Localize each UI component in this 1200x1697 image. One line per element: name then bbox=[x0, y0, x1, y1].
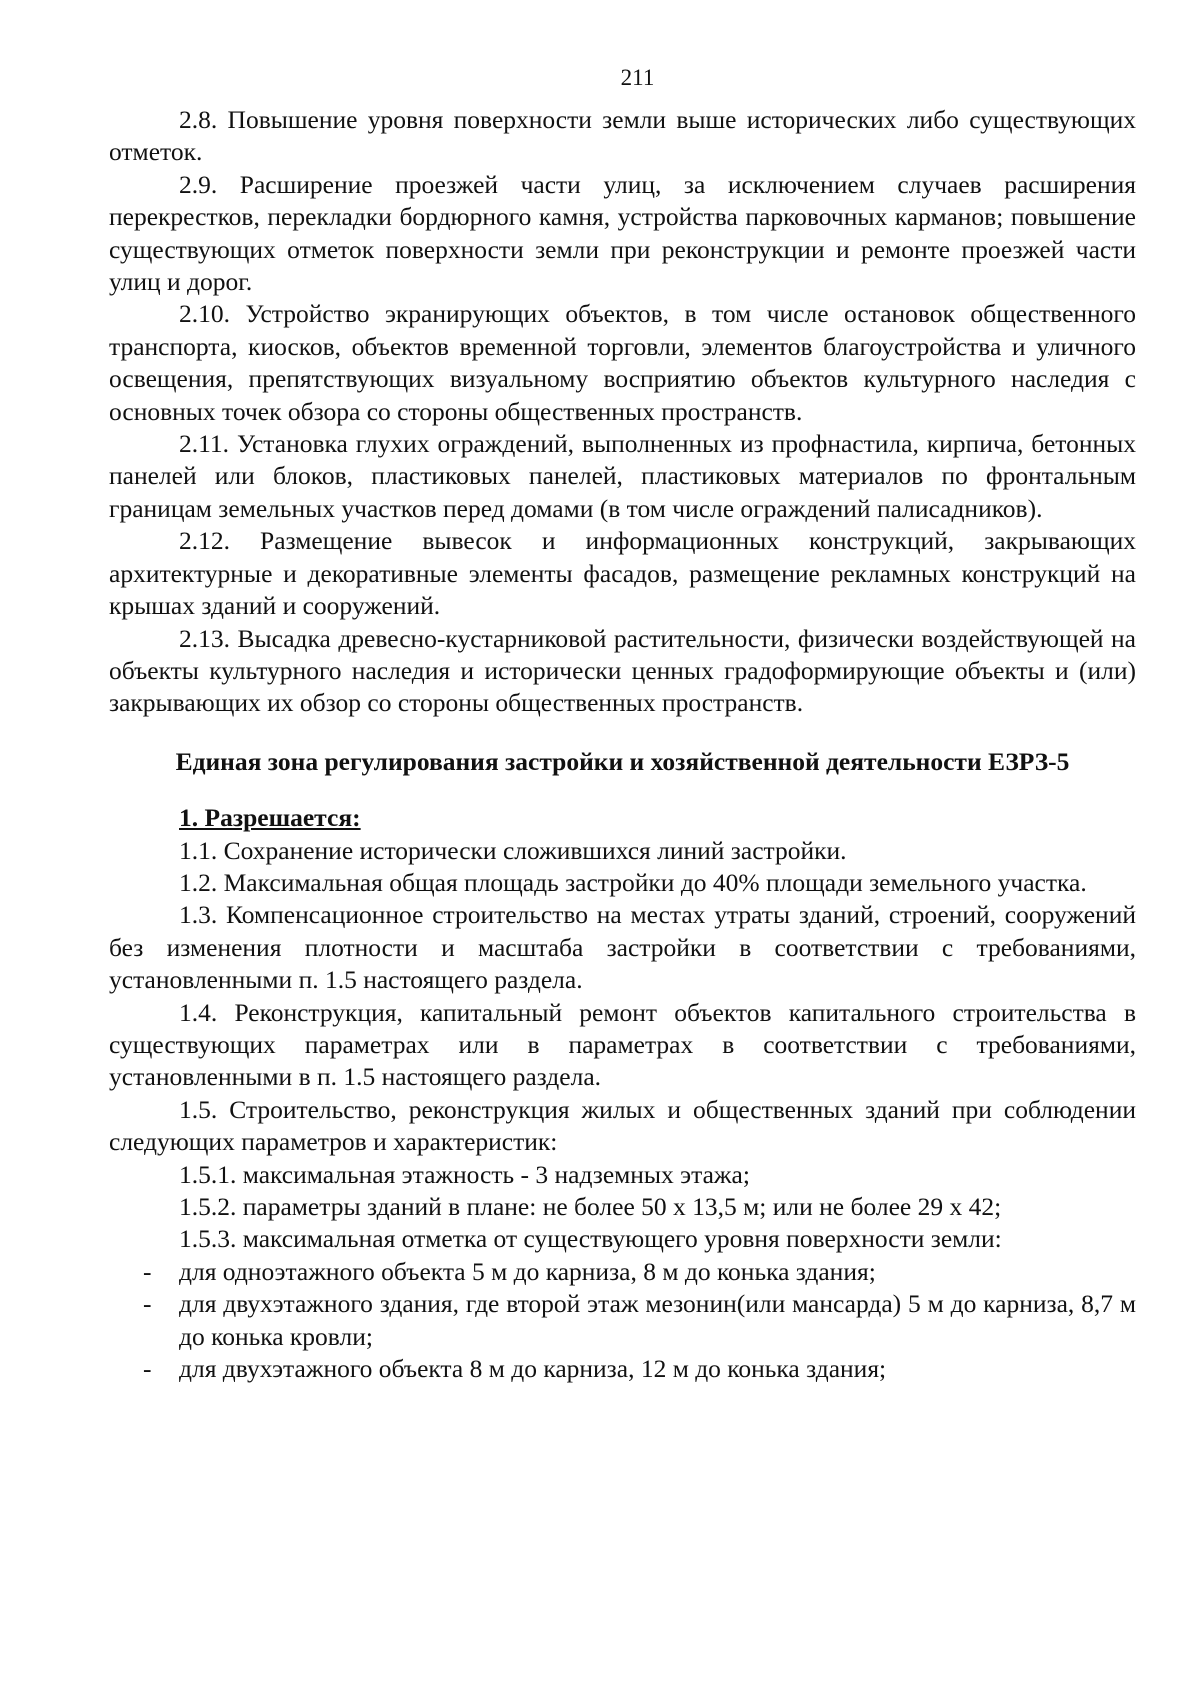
dash-list-item-text: для двухэтажного здания, где второй этаж мезонин(или мансарда) 5 м до карниза, 8,7 м до конька кровли; bbox=[179, 1289, 1136, 1351]
dash-marker: - bbox=[143, 1354, 152, 1384]
dash-list-item-text: для одноэтажного объекта 5 м до карниза, 8 м до конька здания; bbox=[179, 1256, 876, 1286]
dash-list-item bbox=[109, 1353, 1136, 1385]
paragraph-2-9: 2.9. Расширение проезжей части улиц, за исключением случаев расширения перекрестков, перекладки бордюрного камня, устройства парковочных карманов; повышение существующих отметок поверхности земли при реконструкции и ремонте проезжей части улиц и дорог. bbox=[109, 169, 1136, 297]
paragraph-2-10: 2.10. Устройство экранирующих объектов, в том числе остановок общественного транспорта, киосков, объектов временной торговли, элементов благоустройства и уличного освещения, препятствующих визуальному восприятию объектов культурного наследия с основных точек обзора со стороны общественных пространств. bbox=[109, 299, 1136, 426]
dash-marker: - bbox=[143, 1256, 152, 1286]
paragraph-1-3: 1.3. Компенсационное строительство на местах утраты зданий, строений, сооружений без изменения плотности и масштаба застройки в соответствии с требованиями, установленными п. 1.5 настоящего раздела. bbox=[109, 900, 1136, 995]
paragraph-1-5-3: 1.5.3. максимальная отметка от существующего уровня поверхности земли: bbox=[179, 1224, 1002, 1254]
paragraph-1-1: 1.1. Сохранение исторически сложившихся линий застройки. bbox=[179, 835, 847, 865]
dash-list-item bbox=[109, 1288, 1136, 1353]
page-number: 211 bbox=[620, 65, 655, 90]
paragraph-2-12: 2.12. Размещение вывесок и информационных конструкций, закрывающих архитектурные и декоративные элементы фасадов, размещение рекламных конструкций на крышах зданий и сооружений. bbox=[109, 526, 1136, 621]
paragraph-2-8: 2.8. Повышение уровня поверхности земли выше исторических либо существующих отметок. bbox=[109, 105, 1136, 167]
document-page bbox=[109, 62, 1136, 1385]
dash-list-item-text: для двухэтажного объекта 8 м до карниза, 12 м до конька здания; bbox=[179, 1354, 887, 1384]
paragraph-1-2: 1.2. Максимальная общая площадь застройки до 40% площади земельного участка. bbox=[179, 867, 1087, 897]
paragraph-1-5-1: 1.5.1. максимальная этажность - 3 надземных этажа; bbox=[179, 1159, 750, 1189]
dash-marker: - bbox=[143, 1289, 152, 1319]
paragraph-2-11: 2.11. Установка глухих ограждений, выполненных из профнастила, кирпича, бетонных панелей или блоков, пластиковых панелей, пластиковых материалов по фронтальным границам земельных участков перед домами (в том числе ограждений палисадников). bbox=[109, 429, 1136, 523]
paragraph-1-5-2: 1.5.2. параметры зданий в плане: не более 50 х 13,5 м; или не более 29 х 42; bbox=[179, 1192, 1002, 1221]
paragraph-1-4: 1.4. Реконструкция, капитальный ремонт объектов капитального строительства в существующих параметрах или в параметрах в соответствии с требованиями, установленными в п. 1.5 настоящего раздела. bbox=[109, 997, 1136, 1092]
paragraph-1-5: 1.5. Строительство, реконструкция жилых и общественных зданий при соблюдении следующих параметров и характеристик: bbox=[109, 1094, 1136, 1157]
section-title: Единая зона регулирования застройки и хозяйственной деятельности ЕЗРЗ-5 bbox=[175, 746, 1070, 776]
dash-list-item bbox=[109, 1256, 1136, 1288]
paragraph-2-13: 2.13. Высадка древесно-кустарниковой растительности, физически воздействующей на объекты культурного наследия и исторически ценных градоформирующие объекты и (или) закрывающих их обзор со стороны общественных пространств. bbox=[109, 623, 1136, 718]
subheading-allowed: 1. Разрешается: bbox=[179, 803, 361, 833]
